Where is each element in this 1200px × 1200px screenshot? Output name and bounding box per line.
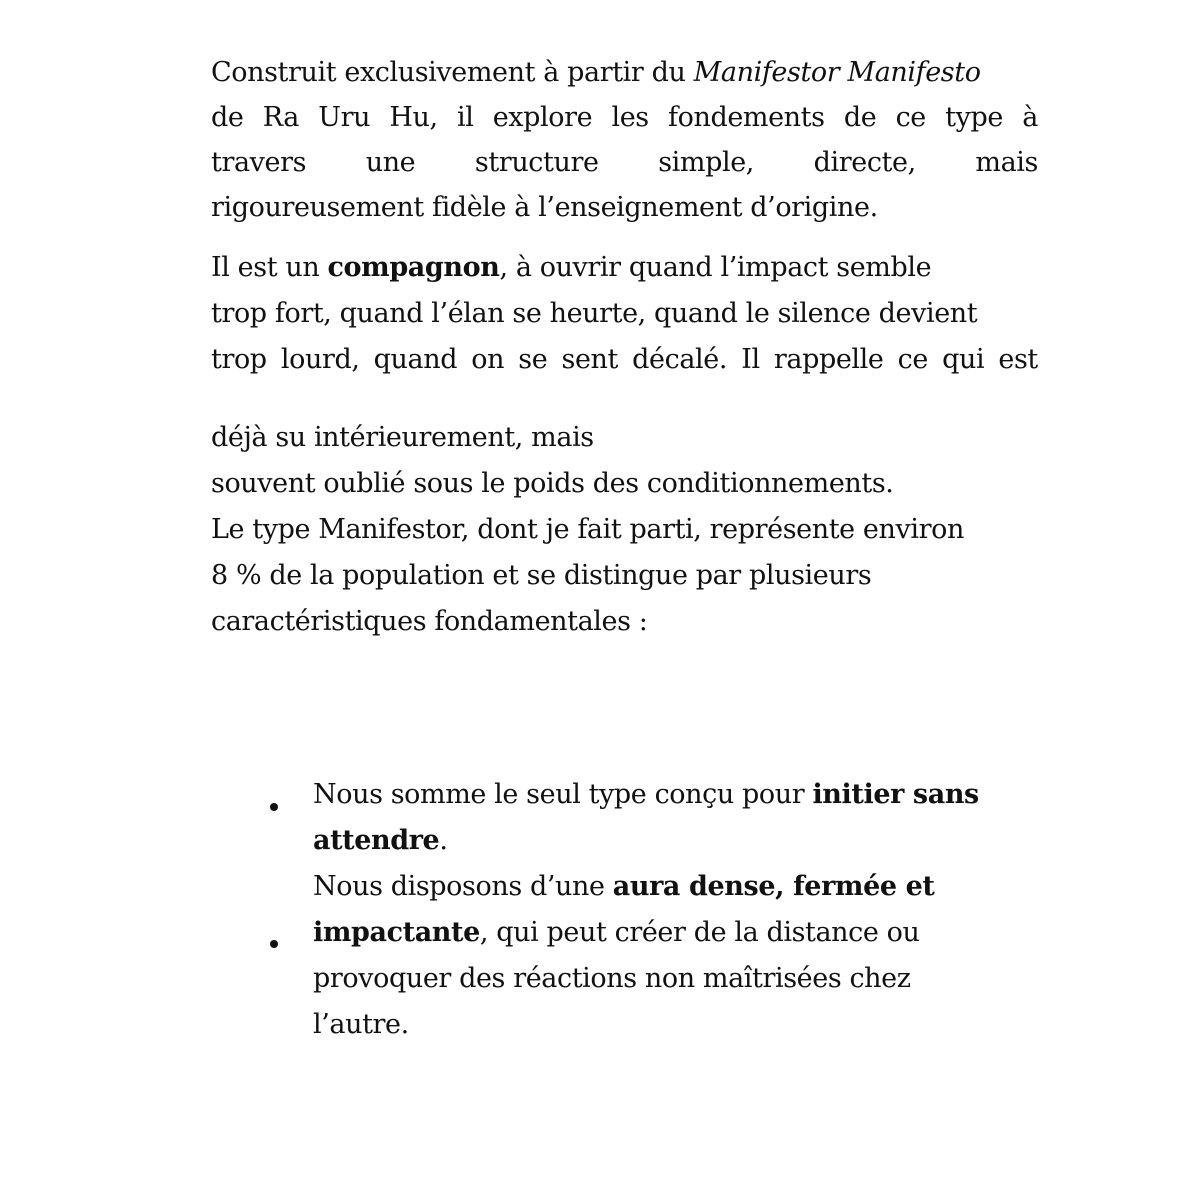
emphasis: compagnon	[327, 252, 500, 283]
text-run: , qui peut créer de la distance ou	[479, 917, 920, 948]
word: de	[843, 102, 877, 133]
word: trop	[211, 344, 267, 375]
text-line: rigoureusement fidèle à l’enseignement d’origine.	[211, 192, 878, 223]
emphasis: impactante	[313, 917, 480, 948]
text-line	[211, 337, 1038, 383]
word: structure	[474, 147, 599, 178]
word: ce	[897, 344, 928, 375]
emphasis: initier sans	[812, 779, 979, 810]
text-run: Construit exclusivement à partir du	[211, 57, 694, 88]
text-line: souvent oublié sous le poids des conditionnements.	[211, 468, 894, 499]
text-line	[211, 245, 1038, 291]
word: on	[471, 344, 505, 375]
text-line	[211, 140, 1038, 186]
word: les	[611, 102, 649, 133]
text-line	[313, 772, 1033, 818]
word: directe,	[813, 147, 916, 178]
word: lourd,	[280, 344, 360, 375]
word: Hu,	[389, 102, 438, 133]
word: Uru	[318, 102, 371, 133]
bullet-icon	[270, 803, 278, 811]
word: quand	[373, 344, 458, 375]
text-line	[313, 818, 1033, 864]
word: qui	[942, 344, 985, 375]
word: ce	[895, 102, 926, 133]
word: Ra	[262, 102, 299, 133]
word: rappelle	[773, 344, 884, 375]
book-title: Manifestor Manifesto	[693, 57, 981, 88]
word: décalé.	[632, 344, 728, 375]
text-line	[211, 95, 1038, 141]
word: Il	[741, 344, 760, 375]
word: explore	[492, 102, 593, 133]
text-line: caractéristiques fondamentales :	[211, 606, 648, 637]
text-line: trop fort, quand l’élan se heurte, quand le silence devient	[211, 298, 978, 329]
text-line: déjà su intérieurement, mais	[211, 422, 594, 453]
text-run: Nous disposons d’une	[313, 871, 613, 902]
word: simple,	[658, 147, 754, 178]
word: se	[518, 344, 548, 375]
text-run: Nous somme le seul type conçu pour	[313, 779, 813, 810]
text-line	[313, 910, 1033, 956]
text-line: 8 % de la population et se distingue par plusieurs	[211, 560, 872, 591]
emphasis: aura dense, fermée et	[612, 871, 935, 902]
word: à	[1022, 102, 1038, 133]
word: est	[998, 344, 1038, 375]
text-line: provoquer des réactions non maîtrisées chez	[313, 963, 911, 994]
text-line: l’autre.	[313, 1009, 409, 1040]
word: travers	[211, 147, 307, 178]
text-line: Le type Manifestor, dont je fait parti, représente environ	[211, 514, 964, 545]
emphasis: attendre	[313, 825, 440, 856]
word: il	[456, 102, 474, 133]
word: type	[945, 102, 1003, 133]
text-run: , à ouvrir quand l’impact semble	[499, 252, 932, 283]
text-line	[211, 50, 1038, 96]
word: fondements	[668, 102, 825, 133]
word: sent	[561, 344, 618, 375]
bullet-icon	[270, 940, 278, 948]
text-line	[313, 864, 1033, 910]
word: une	[365, 147, 416, 178]
word: mais	[975, 147, 1038, 178]
word: de	[211, 102, 244, 133]
text-run: .	[439, 825, 448, 856]
text-run: Il est un	[211, 252, 328, 283]
